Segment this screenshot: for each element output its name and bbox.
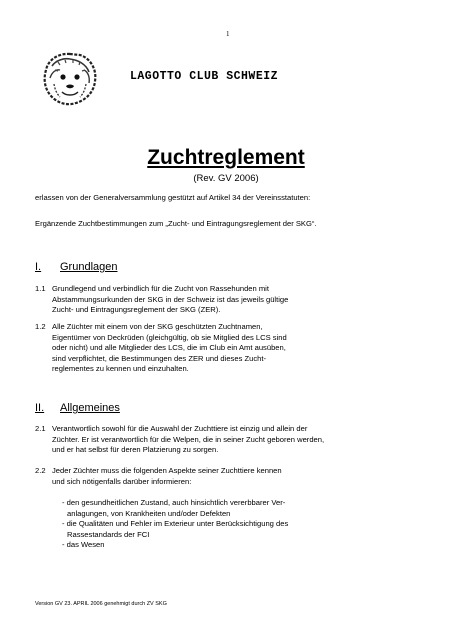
document-title: Zuchtreglement: [147, 146, 305, 169]
item-line: sind verpflichtet, die Bestimmungen des ZER und dieses Zucht-: [52, 353, 266, 363]
item-number: 2.1: [35, 424, 46, 433]
item-line: und er hat selbst für deren Platzierung zu sorgen.: [52, 445, 219, 454]
section-heading: [35, 402, 120, 414]
item-line: Eigentümer von Deckrüden (gleichgültig, ob sie Mitglied des LCS sind: [52, 332, 287, 342]
section-title: Allgemeines: [60, 402, 120, 414]
list-item: Rassestandards der FCI: [67, 529, 150, 539]
item-line: Verantwortlich sowohl für die Auswahl der Zuchttiere ist einzig und allein der: [52, 424, 308, 433]
item-line: Alle Züchter mit einem von der SKG geschützten Zuchtnamen,: [52, 322, 263, 331]
page-number: 1: [226, 30, 230, 38]
document-subtitle: (Rev. GV 2006): [193, 173, 259, 184]
section-title: Grundlagen: [60, 261, 118, 273]
intro-paragraph: Ergänzende Zuchtbestimmungen zum „Zucht- und Eintragungsreglement der SKG“.: [35, 219, 317, 228]
aspect-list: [62, 498, 288, 551]
item-number: 1.1: [35, 284, 46, 293]
item-line: oder nicht) und alle Mitglieder des LCS, die im Club ein Amt ausüben,: [52, 343, 286, 352]
lagotto-dog-logo: [40, 50, 100, 108]
item-line: Jeder Züchter muss die folgenden Aspekte seiner Zuchttiere kennen: [52, 466, 282, 475]
list-item: - das Wesen: [62, 540, 105, 549]
section-number: I.: [35, 261, 42, 273]
item-number: 1.2: [35, 322, 46, 331]
list-item: - den gesundheitlichen Zustand, auch hinsichtlich vererbbarer Ver-: [62, 498, 286, 507]
item-line: Abstammungsurkunden der SKG in der Schweiz ist das jeweils gültige: [52, 294, 289, 304]
club-name: LAGOTTO CLUB SCHWEIZ: [130, 70, 279, 83]
section-heading: [35, 261, 118, 273]
item-line: Zucht- und Eintragungsreglement der SKG (ZER).: [52, 305, 221, 314]
list-item: - die Qualitäten und Fehler im Exterieur unter Berücksichtigung des: [62, 519, 289, 528]
item-line: und sich nötigenfalls darüber informieren:: [52, 476, 192, 486]
section-number: II.: [35, 402, 45, 414]
footer-version: Version GV 23. APRIL 2006 genehmigt durch ZV SKG: [35, 601, 167, 607]
item-number: 2.2: [35, 466, 46, 475]
item-line: Grundlegend und verbindlich für die Zucht von Rassehunden mit: [52, 284, 269, 293]
item-line: reglementes zu kennen und einzuhalten.: [52, 364, 189, 373]
item-line: Züchter. Er ist verantwortlich für die Welpen, die in seiner Zucht geboren werden,: [52, 434, 325, 444]
list-item: anlagungen, von Krankheiten und/oder Defekten: [67, 508, 231, 518]
intro-paragraph: erlassen von der Generalversammlung gestützt auf Artikel 34 der Vereinsstatuten:: [35, 193, 311, 202]
